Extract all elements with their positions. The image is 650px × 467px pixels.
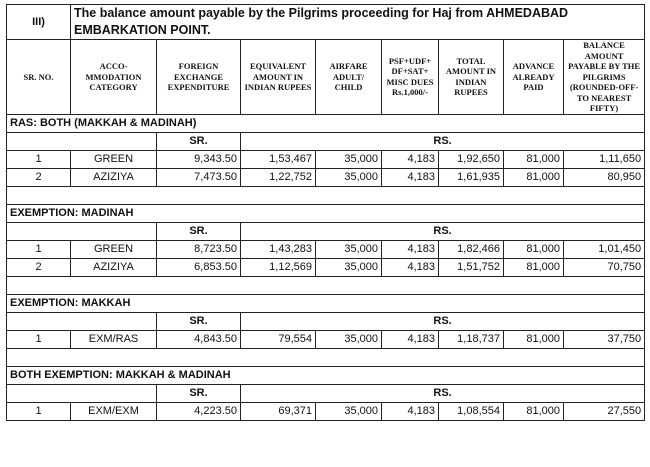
balance-cell: 27,550 [564, 402, 645, 420]
airfare-cell: 35,000 [316, 240, 382, 258]
sections-body [7, 114, 645, 420]
sr-no-cell: 1 [7, 150, 71, 168]
currency-sr-label: SR. [157, 312, 241, 330]
col-header-equivalent-amount: EQUIVALENT AMOUNT IN INDIAN RUPEES [241, 40, 316, 115]
total-cell: 1,92,650 [439, 150, 504, 168]
airfare-cell: 35,000 [316, 168, 382, 186]
psf-dues-cell: 4,183 [382, 402, 439, 420]
psf-dues-cell: 4,183 [382, 240, 439, 258]
category-cell: EXM/RAS [71, 330, 157, 348]
equivalent-amount-cell: 79,554 [241, 330, 316, 348]
col-header-sr-no: SR. NO. [7, 40, 71, 115]
equivalent-amount-cell: 1,12,569 [241, 258, 316, 276]
balance-table [6, 4, 645, 421]
currency-blank [7, 132, 157, 150]
advance-cell: 81,000 [504, 240, 564, 258]
equivalent-amount-cell: 1,22,752 [241, 168, 316, 186]
foreign-exchange-cell: 8,723.50 [157, 240, 241, 258]
col-header-advance: ADVANCE ALREADY PAID [504, 40, 564, 115]
currency-rs-label: RS. [241, 312, 645, 330]
section-title: RAS: BOTH (MAKKAH & MADINAH) [7, 114, 645, 132]
spacer-cell [7, 276, 645, 294]
balance-cell: 37,750 [564, 330, 645, 348]
airfare-cell: 35,000 [316, 150, 382, 168]
col-header-total: TOTAL AMOUNT IN INDIAN RUPEES [439, 40, 504, 115]
currency-sr-label: SR. [157, 384, 241, 402]
section-title: EXEMPTION: MAKKAH [7, 294, 645, 312]
sr-no-cell: 1 [7, 240, 71, 258]
balance-cell: 80,950 [564, 168, 645, 186]
airfare-cell: 35,000 [316, 402, 382, 420]
foreign-exchange-cell: 9,343.50 [157, 150, 241, 168]
table-row [7, 168, 645, 186]
sr-no-cell: 2 [7, 168, 71, 186]
currency-row [7, 312, 645, 330]
col-header-foreign-exchange: FOREIGN EXCHANGE EXPENDITURE [157, 40, 241, 115]
category-cell: GREEN [71, 240, 157, 258]
currency-row [7, 384, 645, 402]
foreign-exchange-cell: 6,853.50 [157, 258, 241, 276]
equivalent-amount-cell: 1,53,467 [241, 150, 316, 168]
col-header-balance: BALANCE AMOUNT PAYABLE BY THE PILGRIMS (ROUNDED-OFF-TO NEAREST FIFTY) [564, 40, 645, 115]
table-row [7, 402, 645, 420]
sr-no-cell: 1 [7, 402, 71, 420]
section-header-row [7, 294, 645, 312]
currency-blank [7, 312, 157, 330]
total-cell: 1,82,466 [439, 240, 504, 258]
table-row [7, 258, 645, 276]
balance-cell: 1,11,650 [564, 150, 645, 168]
currency-rs-label: RS. [241, 222, 645, 240]
airfare-cell: 35,000 [316, 330, 382, 348]
psf-dues-cell: 4,183 [382, 258, 439, 276]
section-title: BOTH EXEMPTION: MAKKAH & MADINAH [7, 366, 645, 384]
currency-blank [7, 384, 157, 402]
currency-sr-label: SR. [157, 132, 241, 150]
section-number: III) [7, 5, 71, 40]
total-cell: 1,61,935 [439, 168, 504, 186]
category-cell: GREEN [71, 150, 157, 168]
section-header-row [7, 366, 645, 384]
currency-sr-label: SR. [157, 222, 241, 240]
spacer-cell [7, 186, 645, 204]
col-header-category: ACCO-MMODATION CATEGORY [71, 40, 157, 115]
category-cell: EXM/EXM [71, 402, 157, 420]
total-cell: 1,18,737 [439, 330, 504, 348]
advance-cell: 81,000 [504, 258, 564, 276]
psf-dues-cell: 4,183 [382, 150, 439, 168]
currency-rs-label: RS. [241, 132, 645, 150]
col-header-psf-dues: PSF+UDF+ DF+SAT+ MISC DUES Rs.1,000/- [382, 40, 439, 115]
table-row [7, 240, 645, 258]
category-cell: AZIZIYA [71, 258, 157, 276]
equivalent-amount-cell: 69,371 [241, 402, 316, 420]
foreign-exchange-cell: 4,843.50 [157, 330, 241, 348]
section-header-row [7, 114, 645, 132]
advance-cell: 81,000 [504, 330, 564, 348]
currency-row [7, 132, 645, 150]
table-row [7, 150, 645, 168]
table-title: The balance amount payable by the Pilgrims proceeding for Haj from AHMEDABAD EMBARKATION POINT. [71, 5, 645, 40]
total-cell: 1,08,554 [439, 402, 504, 420]
spacer-row [7, 348, 645, 366]
col-header-airfare: AIRFARE ADULT/ CHILD [316, 40, 382, 115]
advance-cell: 81,000 [504, 168, 564, 186]
header-row [7, 40, 645, 115]
table-row [7, 330, 645, 348]
airfare-cell: 35,000 [316, 258, 382, 276]
currency-blank [7, 222, 157, 240]
category-cell: AZIZIYA [71, 168, 157, 186]
spacer-row [7, 276, 645, 294]
balance-cell: 1,01,450 [564, 240, 645, 258]
sr-no-cell: 1 [7, 330, 71, 348]
spacer-row [7, 186, 645, 204]
equivalent-amount-cell: 1,43,283 [241, 240, 316, 258]
psf-dues-cell: 4,183 [382, 168, 439, 186]
sr-no-cell: 2 [7, 258, 71, 276]
advance-cell: 81,000 [504, 150, 564, 168]
section-header-row [7, 204, 645, 222]
psf-dues-cell: 4,183 [382, 330, 439, 348]
foreign-exchange-cell: 7,473.50 [157, 168, 241, 186]
balance-cell: 70,750 [564, 258, 645, 276]
total-cell: 1,51,752 [439, 258, 504, 276]
currency-row [7, 222, 645, 240]
currency-rs-label: RS. [241, 384, 645, 402]
advance-cell: 81,000 [504, 402, 564, 420]
title-row [7, 5, 645, 40]
foreign-exchange-cell: 4,223.50 [157, 402, 241, 420]
section-title: EXEMPTION: MADINAH [7, 204, 645, 222]
spacer-cell [7, 348, 645, 366]
